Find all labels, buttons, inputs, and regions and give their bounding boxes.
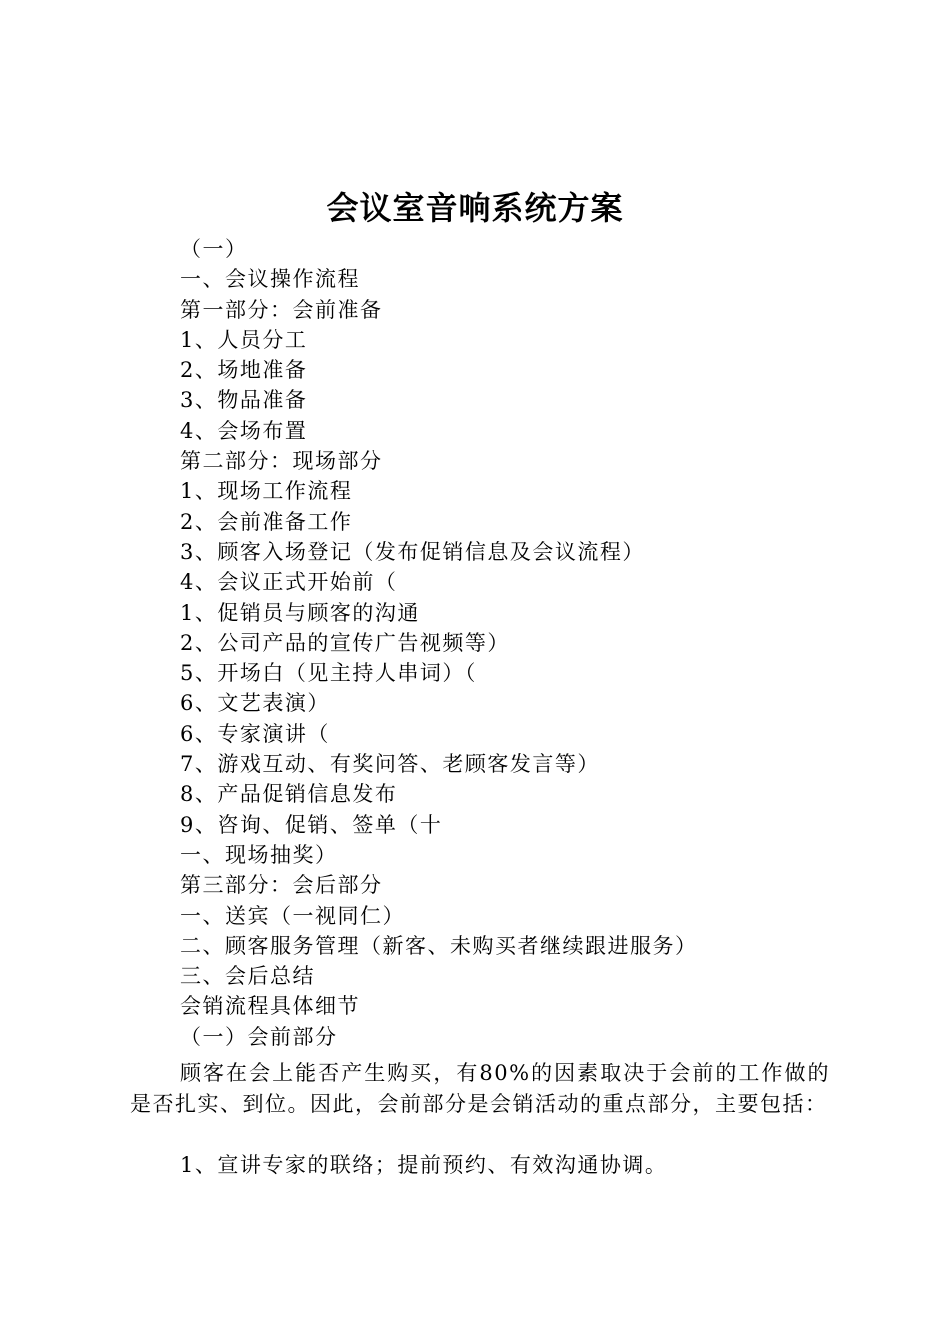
outline-line: 9、咨询、促销、签单（十 <box>180 812 443 837</box>
outline-line: 2、会前准备工作 <box>180 509 353 534</box>
outline-line: 会销流程具体细节 <box>180 994 360 1019</box>
outline-line: 一、会议操作流程 <box>180 267 360 292</box>
outline-line: 一、送宾（一视同仁） <box>180 903 405 928</box>
outline-line: 2、公司产品的宣传广告视频等） <box>180 630 510 655</box>
outline-line: 二、顾客服务管理（新客、未购买者继续跟进服务） <box>180 933 698 958</box>
outline-line: 3、顾客入场登记（发布促销信息及会议流程） <box>180 539 645 564</box>
outline-list <box>180 234 880 1052</box>
body-paragraph: 顾客在会上能否产生购买，有80%的因素取决于会前的工作做的是否扎实、到位。因此，会前部分是会销活动的重点部分，主要包括： <box>130 1061 830 1116</box>
outline-line: 三、会后总结 <box>180 964 315 989</box>
outline-line: 8、产品促销信息发布 <box>180 782 398 807</box>
outline-line: 6、专家演讲（ <box>180 721 330 746</box>
outline-line: 1、现场工作流程 <box>180 479 353 504</box>
outline-line: 4、会场布置 <box>180 418 308 443</box>
body-line: 1、宣讲专家的联络；提前预约、有效沟通协调。 <box>180 1153 668 1177</box>
document-title: 会议室音响系统方案 <box>326 189 624 227</box>
outline-line: 5、开场白（见主持人串词）（ <box>180 661 477 686</box>
outline-line: 6、文艺表演） <box>180 691 330 716</box>
outline-line: （一） <box>180 237 248 261</box>
outline-line: 第二部分：现场部分 <box>180 449 383 474</box>
outline-line: 第一部分：会前准备 <box>180 297 383 322</box>
outline-line: 一、现场抽奖） <box>180 842 338 867</box>
outline-line: 3、物品准备 <box>180 388 308 413</box>
outline-line: 1、人员分工 <box>180 327 308 352</box>
outline-line: 7、游戏互动、有奖问答、老顾客发言等） <box>180 752 600 777</box>
outline-line: 2、场地准备 <box>180 358 308 383</box>
outline-line: （一）会前部分 <box>180 1024 338 1049</box>
outline-line: 4、会议正式开始前（ <box>180 570 398 595</box>
outline-line: 1、促销员与顾客的沟通 <box>180 600 420 625</box>
outline-line: 第三部分：会后部分 <box>180 873 383 898</box>
